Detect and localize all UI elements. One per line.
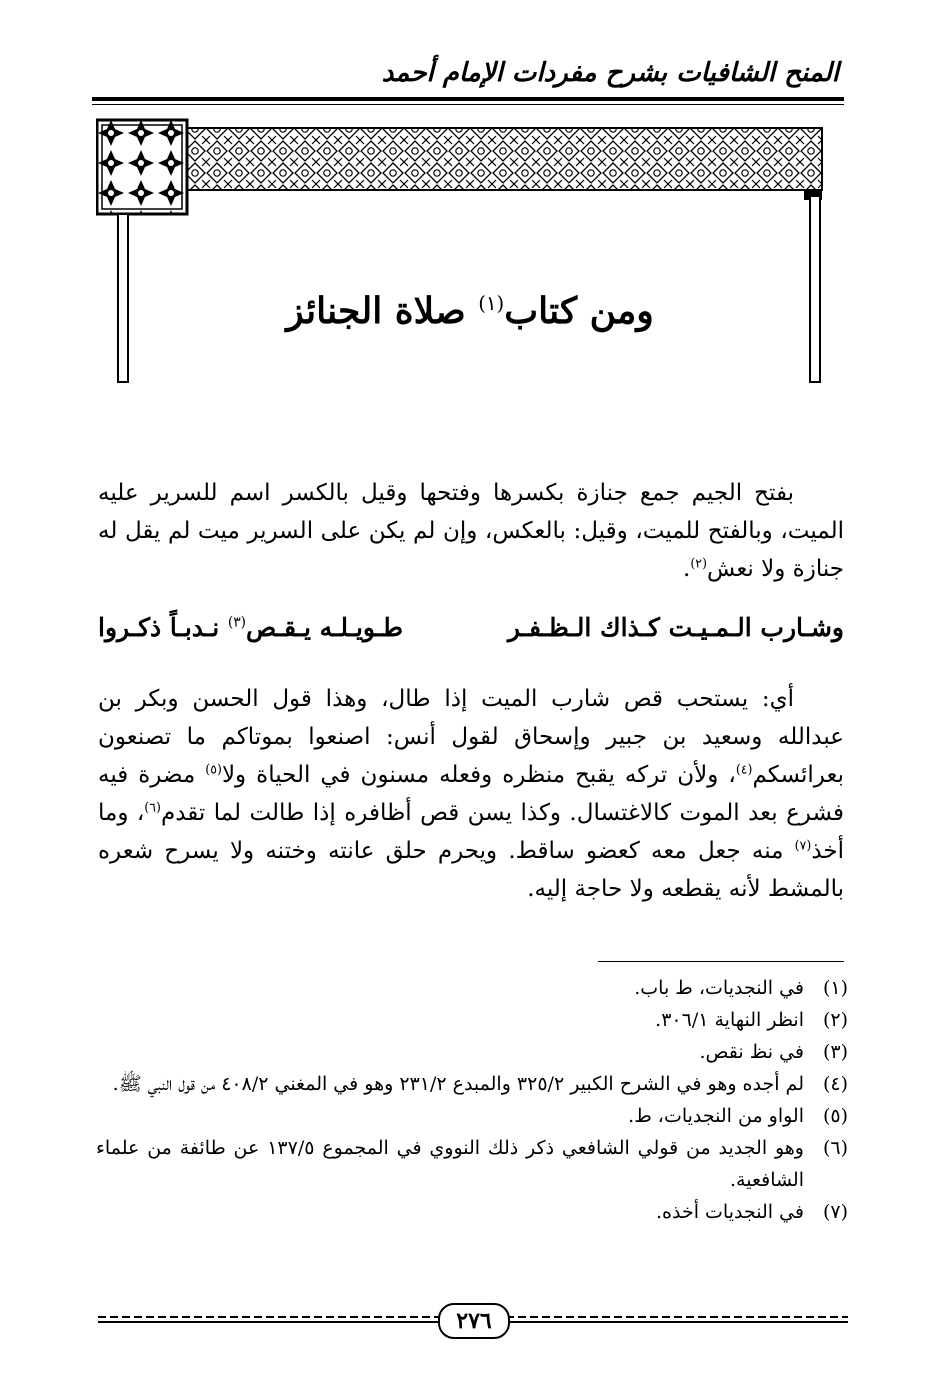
paragraph-text: أي: يستحب قص شارب الميت إذا طال، وهذا قول الحسن وبكر بن عبدالله وسعيد بن جبير وإسحاق لقول أنس: اصنعوا بموتاكم ما تصنعون بعرائسكم xyxy=(98,686,844,788)
footnote-ref: (٥) xyxy=(205,761,222,777)
footnote-ref: (٦) xyxy=(144,799,161,815)
footnote-number: (٥) xyxy=(822,1105,848,1127)
verse-text: نـدبـاً ذكـروا xyxy=(98,613,228,642)
footnote-number: (١) xyxy=(822,977,848,999)
footnote-ref: (٢) xyxy=(690,555,707,571)
footnote-text: في النجديات، ط باب. xyxy=(634,977,804,999)
footnote-text: انظر النهاية ٣٠٦/١. xyxy=(655,1009,804,1031)
chapter-title-part1: ومن كتاب xyxy=(504,290,654,332)
paragraph-text: مضرة فيه فشرع بعد الموت كالاغتسال. وكذا يسن قص أظافره إذا طالت لما تقدم xyxy=(98,762,844,826)
footnote-ref: (٤) xyxy=(735,761,753,777)
footnote-ref: (١) xyxy=(478,292,505,315)
verse-text: طـويـلـه يـقـص xyxy=(246,613,404,642)
page-number: ٢٧٦ xyxy=(438,1303,510,1339)
footnote-item xyxy=(96,1068,848,1100)
paragraph-text: ، وما أخذ xyxy=(98,800,844,864)
footnote-ref: (٣) xyxy=(227,614,247,631)
footnote-item xyxy=(96,1004,848,1036)
header-rule xyxy=(92,97,844,101)
chapter-ornament-frame xyxy=(96,118,824,388)
paragraph-text: ، ولأن تركه يقبح منظره وفعله مسنون في الحياة ولا xyxy=(221,762,736,788)
footnote-item xyxy=(96,1100,848,1132)
footnote-number: (٢) xyxy=(822,1009,848,1031)
footnote-ref: (٧) xyxy=(794,837,812,853)
footnote-number: (٦) xyxy=(822,1137,848,1159)
footnote-text: في نظ نقص. xyxy=(699,1041,804,1063)
verse-hemistich-1: وشـارب الـمـيـت كـذاك الـظـفـر xyxy=(507,613,844,642)
body-paragraph-1 xyxy=(98,474,844,588)
paragraph-text: . xyxy=(683,556,691,582)
paragraph-text: منه جعل معه كعضو ساقط. ويحرم حلق عانته وختنه ولا يسرح شعره بالمشط لأنه يقطعه ولا حاجة إليه. xyxy=(98,838,844,902)
footnotes xyxy=(96,972,848,1228)
verse-hemistich-2 xyxy=(98,613,403,642)
chapter-title-part2: صلاة الجنائز xyxy=(286,290,466,332)
poem-verse xyxy=(98,613,844,642)
footnote-item xyxy=(96,1036,848,1068)
running-header: المنح الشافيات بشرح مفردات الإمام أحمد xyxy=(381,58,839,88)
footnote-text: في النجديات أخذه. xyxy=(656,1201,804,1223)
footnote-item xyxy=(96,972,848,1004)
footnote-text: الواو من النجديات، ط. xyxy=(628,1105,804,1127)
footnote-number: (٣) xyxy=(822,1041,848,1063)
header-rule-thin xyxy=(92,104,844,105)
body-paragraph-2 xyxy=(98,680,844,908)
footnote-separator xyxy=(598,961,844,962)
footnote-number: (٧) xyxy=(822,1201,848,1223)
footnote-number: (٤) xyxy=(822,1073,848,1095)
footnote-item xyxy=(96,1132,848,1196)
footnote-item xyxy=(96,1196,848,1228)
chapter-title xyxy=(110,290,830,332)
footnote-text: لم أجده وهو في الشرح الكبير ٣٢٥/٢ والمبدع ٢٣١/٢ وهو في المغني ٤٠٨/٢ من قول النبي ﷺ. xyxy=(112,1073,804,1095)
paragraph-text: بفتح الجيم جمع جنازة بكسرها وفتحها وقيل بالكسر اسم للسرير عليه الميت، وبالفتح للميت، وقيل: بالعكس، وإن لم يكن على السرير ميت لم يقل له جنازة ولا نعش xyxy=(98,480,844,582)
footnote-text: وهو الجديد من قولي الشافعي ذكر ذلك النووي في المجموع ١٣٧/٥ عن طائفة من علماء الشافعية. xyxy=(96,1137,804,1191)
